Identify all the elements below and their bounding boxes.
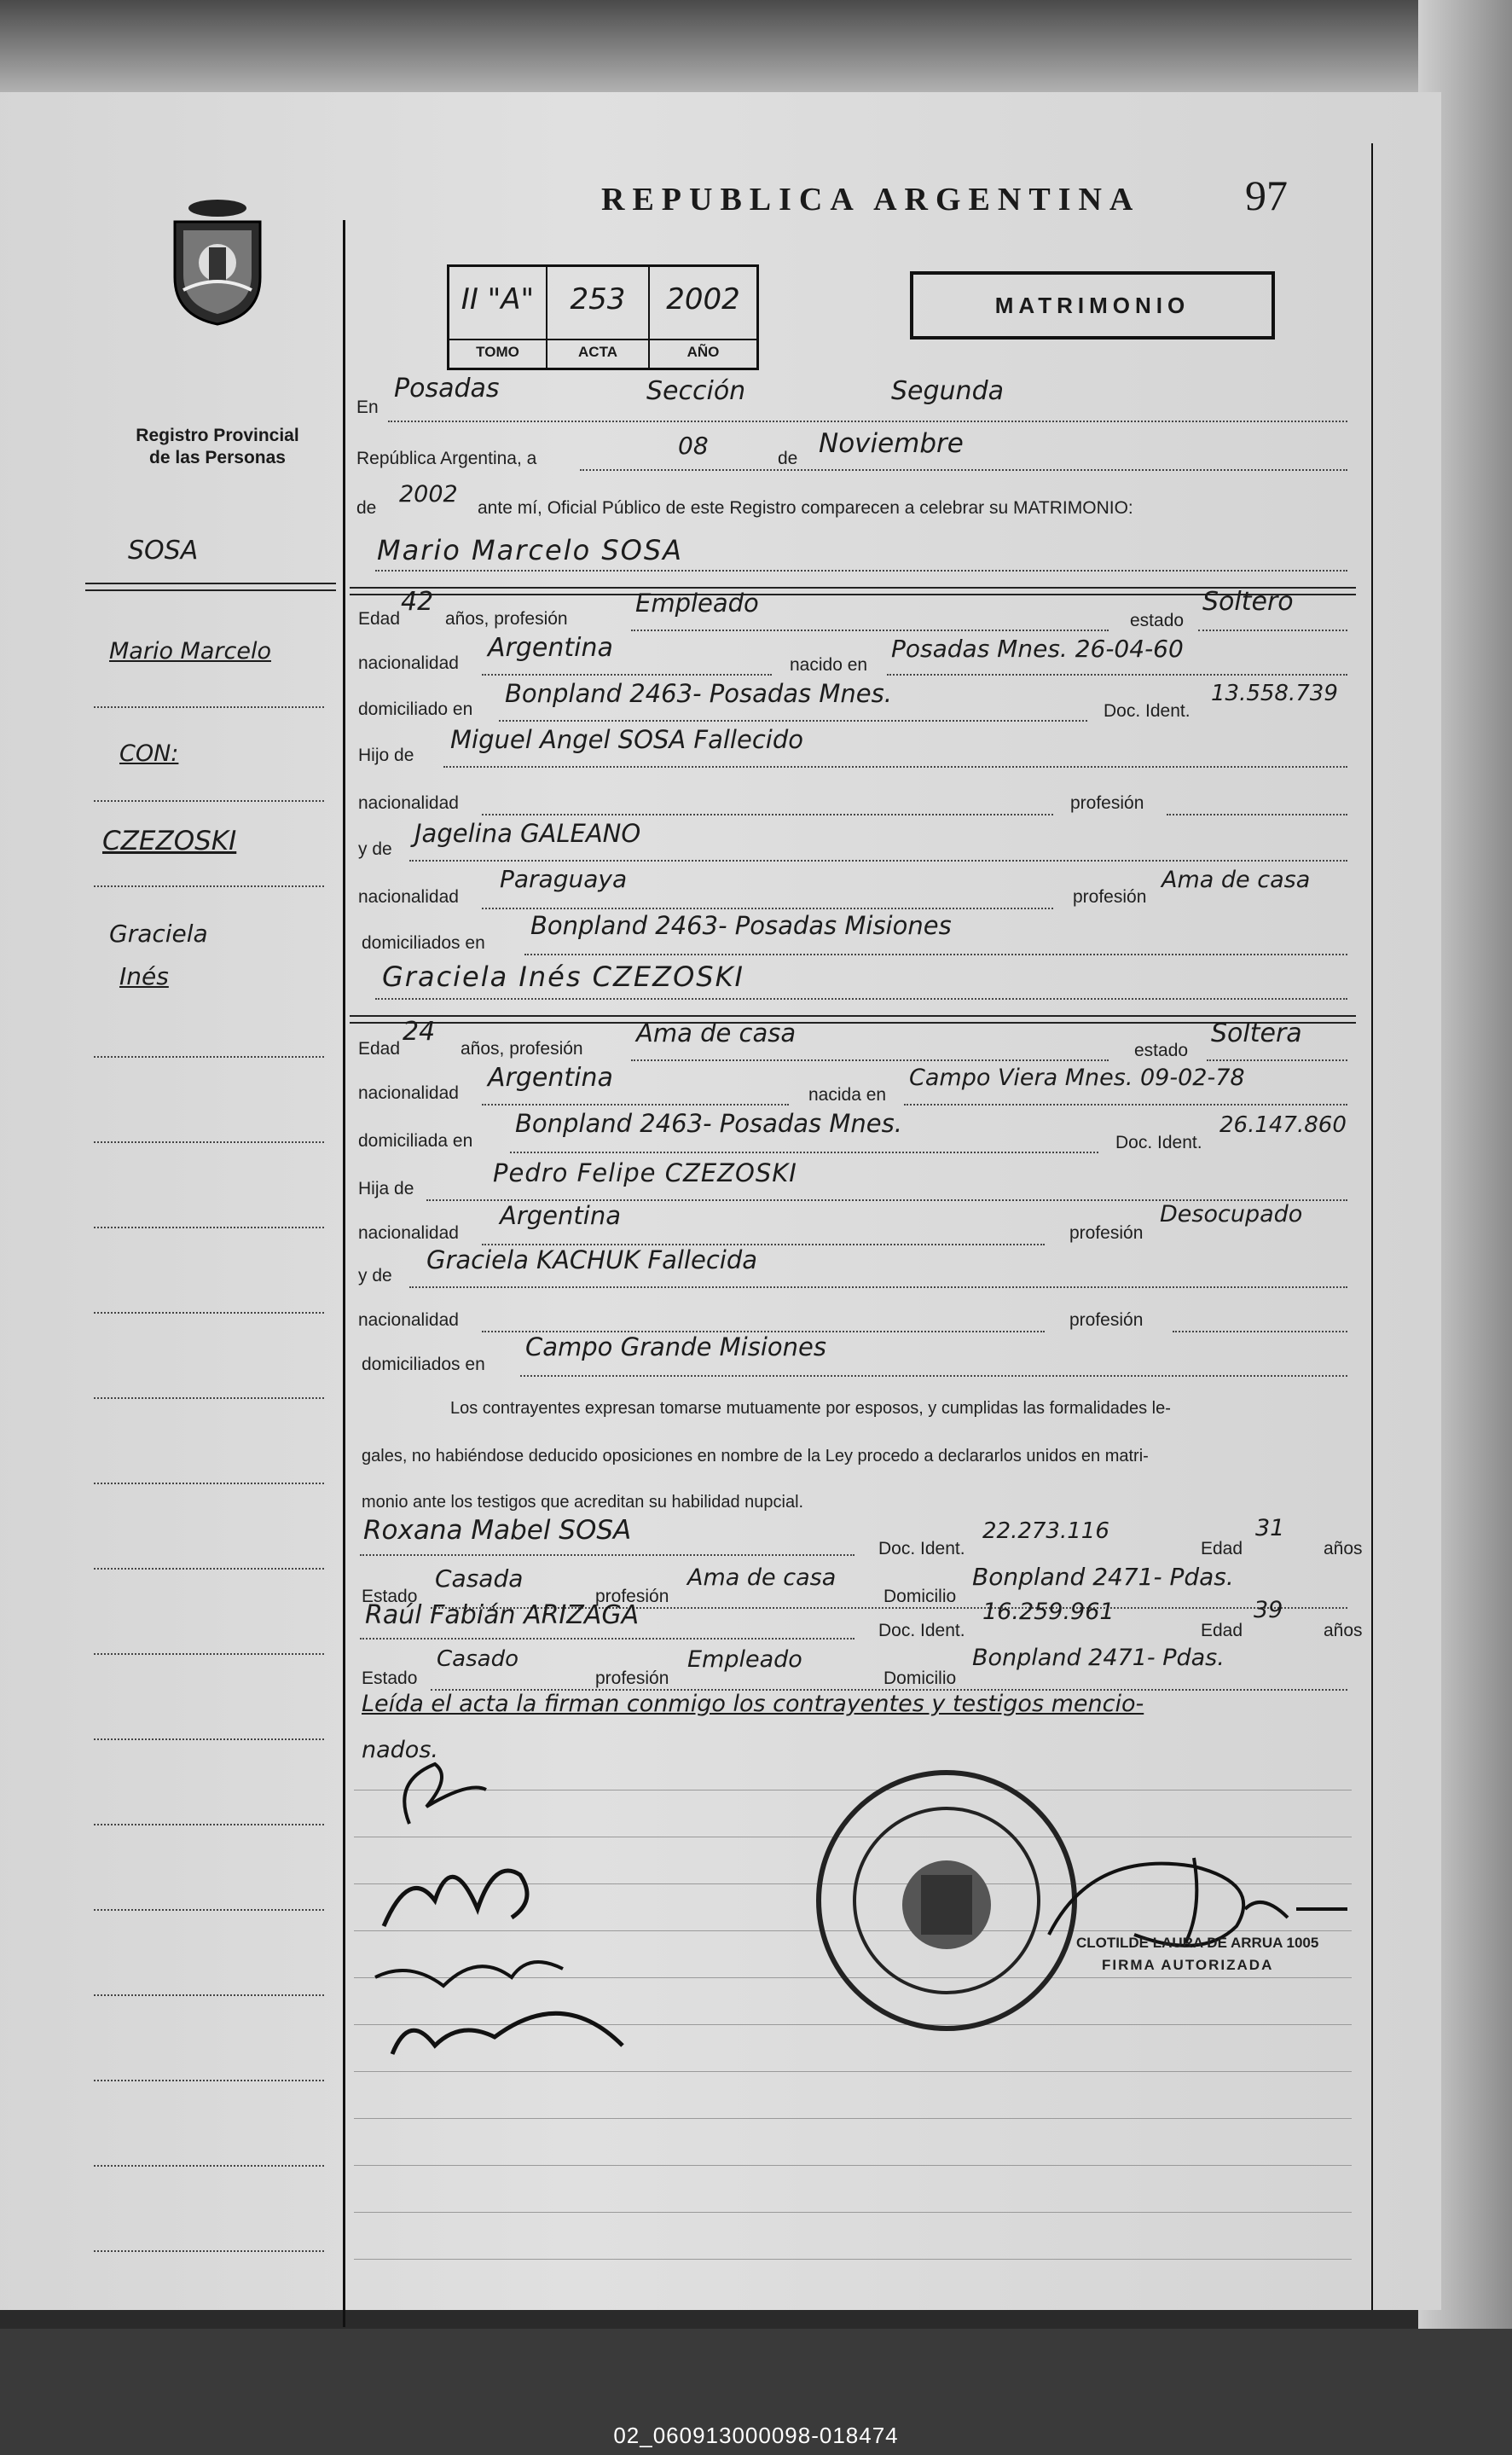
field-line bbox=[388, 421, 1347, 422]
day: 08 bbox=[678, 432, 709, 460]
groom-full-name: Mario Marcelo SOSA bbox=[377, 534, 684, 566]
field-line bbox=[904, 1104, 1347, 1106]
margin-surname-2: CZEZOSKI bbox=[102, 826, 237, 856]
bride-anos-profesion-label: años, profesión bbox=[461, 1039, 583, 1059]
bride-nacionalidad-label: nacionalidad bbox=[358, 1083, 459, 1103]
witness1-estado-label: Estado bbox=[362, 1587, 418, 1606]
groom-mother-prof-label: profesión bbox=[1073, 887, 1147, 907]
groom-nacionalidad-label: nacionalidad bbox=[358, 653, 459, 673]
witness1-doc-label: Doc. Ident. bbox=[878, 1539, 965, 1558]
groom-father-prof-label: profesión bbox=[1070, 793, 1144, 813]
margin-dotted-line bbox=[94, 1141, 324, 1143]
matrimonio-box: MATRIMONIO bbox=[910, 271, 1275, 340]
bride-doc-label: Doc. Ident. bbox=[1115, 1133, 1202, 1152]
field-line bbox=[443, 766, 1347, 768]
registry-name-line1: Registro Provincial bbox=[136, 426, 299, 445]
bride-signature bbox=[375, 1962, 563, 1986]
margin-dotted-line bbox=[94, 1397, 324, 1399]
margin-dotted-line bbox=[94, 1909, 324, 1911]
groom-nacido-label: nacido en bbox=[790, 655, 868, 675]
margin-dotted-line bbox=[94, 1056, 324, 1058]
witness2-doc-label: Doc. Ident. bbox=[878, 1621, 965, 1640]
margin-line bbox=[343, 220, 345, 2327]
groom-parents-address: Bonpland 2463- Posadas Misiones bbox=[530, 911, 952, 940]
witness1-age: 31 bbox=[1255, 1515, 1285, 1541]
declaration-line2: gales, no habiéndose deducido oposiciones en nombre de la Ley procedo a declararlos unidos en matri- bbox=[362, 1447, 1149, 1465]
record-table bbox=[447, 264, 759, 370]
margin-given-2b: Inés bbox=[119, 962, 169, 990]
field-line bbox=[409, 1286, 1347, 1288]
ruled-line bbox=[354, 2118, 1352, 2119]
witness2-name: Raúl Fabián ARIZAGA bbox=[365, 1600, 640, 1630]
document-page bbox=[0, 92, 1441, 2310]
witness2-doc: 16.259.961 bbox=[982, 1599, 1115, 1625]
margin-dotted-line bbox=[94, 2165, 324, 2167]
field-line bbox=[510, 1152, 1098, 1153]
witness2-profession: Empleado bbox=[687, 1646, 802, 1673]
groom-mother-profession: Ama de casa bbox=[1162, 867, 1311, 893]
witness2-profesion-label: profesión bbox=[595, 1669, 669, 1688]
ruled-line bbox=[354, 2259, 1352, 2260]
bride-father-nationality: Argentina bbox=[500, 1201, 621, 1230]
field-line bbox=[520, 1375, 1347, 1377]
footer-code: 02_060913000098-018474 bbox=[613, 2423, 899, 2448]
margin-dotted-line bbox=[94, 2250, 324, 2252]
tomo-label: TOMO bbox=[449, 339, 546, 361]
de-label: de bbox=[778, 449, 798, 468]
groom-age: 42 bbox=[401, 587, 434, 617]
witness1-domicilio-label: Domicilio bbox=[883, 1587, 957, 1606]
acta-value: 253 bbox=[570, 282, 626, 316]
de-year-label: de bbox=[356, 498, 377, 518]
bride-mother-prof-label: profesión bbox=[1069, 1310, 1144, 1330]
groom-edad-label: Edad bbox=[358, 609, 401, 629]
ruled-line bbox=[354, 2212, 1352, 2213]
groom-estado: Soltero bbox=[1202, 587, 1294, 617]
margin-dotted-line bbox=[94, 1824, 324, 1825]
margin-dotted-line bbox=[94, 1738, 324, 1740]
margin-dotted-line bbox=[94, 2080, 324, 2081]
bride-mother: Graciela KACHUK Fallecida bbox=[426, 1245, 758, 1274]
en-label: En bbox=[356, 398, 379, 417]
field-line bbox=[1207, 1059, 1347, 1061]
margin-surname-1: SOSA bbox=[128, 536, 199, 566]
witness1-profesion-label: profesión bbox=[595, 1587, 669, 1606]
field-line bbox=[482, 814, 1053, 815]
groom-anos-profesion-label: años, profesión bbox=[445, 609, 568, 629]
section: Sección bbox=[646, 376, 746, 406]
bride-parents-dom-label: domiciliados en bbox=[362, 1355, 485, 1374]
officiant-signature bbox=[404, 1764, 486, 1824]
bride-nacida-label: nacida en bbox=[808, 1085, 887, 1105]
field-line bbox=[375, 570, 1347, 572]
groom-doc: 13.558.739 bbox=[1211, 681, 1338, 706]
city: Posadas bbox=[394, 374, 500, 403]
witness2-domicilio-label: Domicilio bbox=[883, 1669, 957, 1688]
witness1-doc: 22.273.116 bbox=[982, 1518, 1109, 1544]
bride-domiciliada-label: domiciliada en bbox=[358, 1131, 473, 1151]
bride-estado-label: estado bbox=[1134, 1041, 1189, 1060]
margin-con: CON: bbox=[119, 740, 179, 767]
field-line bbox=[631, 1059, 1109, 1061]
bride-age: 24 bbox=[403, 1017, 436, 1047]
closing-line1: Leída el acta la firman conmigo los contrayentes y testigos mencio- bbox=[362, 1691, 1144, 1717]
groom-parents-dom-label: domiciliados en bbox=[362, 933, 485, 953]
field-line bbox=[1167, 814, 1347, 815]
groom-father: Miguel Angel SOSA Fallecido bbox=[450, 725, 803, 754]
bride-profession: Ama de casa bbox=[636, 1019, 797, 1048]
margin-dotted-line bbox=[94, 1568, 324, 1570]
margin-given-1: Mario Marcelo bbox=[109, 638, 271, 665]
margin-rule bbox=[85, 589, 336, 591]
signatures bbox=[358, 1730, 836, 2114]
groom-estado-label: estado bbox=[1130, 611, 1185, 630]
year: 2002 bbox=[399, 481, 458, 508]
declaration-line3: monio ante los testigos que acreditan su habilidad nupcial. bbox=[362, 1493, 804, 1512]
ano-value: 2002 bbox=[666, 282, 740, 316]
margin-rule bbox=[85, 583, 336, 584]
bride-parents-address: Campo Grande Misiones bbox=[525, 1332, 826, 1361]
groom-address: Bonpland 2463- Posadas Mnes. bbox=[505, 679, 892, 708]
registry-name bbox=[111, 425, 324, 469]
field-line bbox=[375, 998, 1347, 1000]
bride-father-profession: Desocupado bbox=[1160, 1201, 1303, 1228]
margin-given-2a: Graciela bbox=[109, 920, 208, 948]
bride-y-de-label: y de bbox=[358, 1266, 392, 1286]
page-number: 97 bbox=[1245, 171, 1288, 219]
field-line bbox=[580, 469, 1347, 471]
groom-father-nat-label: nacionalidad bbox=[358, 793, 459, 813]
field-line bbox=[631, 630, 1109, 631]
groom-profession: Empleado bbox=[635, 589, 759, 618]
field-line bbox=[1198, 630, 1347, 631]
groom-birth: Posadas Mnes. 26-04-60 bbox=[891, 635, 1184, 663]
bride-father-prof-label: profesión bbox=[1069, 1223, 1144, 1243]
bride-birth: Campo Viera Mnes. 09-02-78 bbox=[909, 1065, 1245, 1091]
margin-dotted-line bbox=[94, 1653, 324, 1655]
field-line bbox=[499, 720, 1087, 722]
stamp-officer-line1: CLOTILDE LAURA DE ARRUA 1005 bbox=[1076, 1935, 1319, 1951]
field-line bbox=[482, 674, 772, 676]
margin-dotted-line bbox=[94, 885, 324, 887]
witness1-anos-label: años bbox=[1324, 1539, 1363, 1558]
groom-signature bbox=[384, 1871, 527, 1926]
witness1-profession: Ama de casa bbox=[687, 1564, 837, 1591]
bride-full-name: Graciela Inés CZEZOSKI bbox=[382, 961, 744, 993]
groom-y-de-label: y de bbox=[358, 839, 392, 859]
groom-domiciliado-label: domiciliado en bbox=[358, 699, 473, 719]
month: Noviembre bbox=[819, 428, 964, 459]
margin-dotted-line bbox=[94, 1483, 324, 1484]
coat-of-arms-icon bbox=[158, 196, 277, 328]
background-top bbox=[0, 0, 1512, 102]
field-line bbox=[524, 954, 1347, 955]
bride-edad-label: Edad bbox=[358, 1039, 401, 1059]
section-rule bbox=[350, 1022, 1356, 1024]
acta-label: ACTA bbox=[547, 339, 648, 361]
bride-nationality: Argentina bbox=[488, 1063, 613, 1093]
field-line bbox=[360, 1554, 854, 1556]
right-edge-line bbox=[1371, 143, 1373, 2310]
declaration-line1: Los contrayentes expresan tomarse mutuamente por esposos, y cumplidas las formalidades le- bbox=[450, 1399, 1171, 1418]
witness1-estado: Casada bbox=[435, 1564, 524, 1593]
witness2-estado: Casado bbox=[437, 1646, 518, 1672]
ano-cell bbox=[650, 267, 756, 368]
witness2-estado-label: Estado bbox=[362, 1669, 418, 1688]
groom-mother: Jagelina GALEANO bbox=[414, 819, 641, 848]
section-rule bbox=[350, 1015, 1356, 1017]
witness2-address: Bonpland 2471- Pdas. bbox=[972, 1645, 1225, 1671]
bride-mother-nat-label: nacionalidad bbox=[358, 1310, 459, 1330]
witness-signature bbox=[392, 2013, 623, 2054]
margin-dotted-line bbox=[94, 1227, 324, 1228]
witness1-name: Roxana Mabel SOSA bbox=[363, 1515, 632, 1546]
witness1-edad-label: Edad bbox=[1201, 1539, 1243, 1558]
acta-cell bbox=[547, 267, 650, 368]
bride-father-nat-label: nacionalidad bbox=[358, 1223, 459, 1243]
groom-mother-nat-label: nacionalidad bbox=[358, 887, 459, 907]
groom-nationality: Argentina bbox=[488, 633, 613, 663]
witness1-address: Bonpland 2471- Pdas. bbox=[972, 1563, 1234, 1591]
registry-name-line2: de las Personas bbox=[149, 448, 286, 467]
field-line bbox=[482, 908, 1053, 909]
witness2-age: 39 bbox=[1254, 1597, 1283, 1623]
header-title: REPUBLICA ARGENTINA bbox=[601, 182, 1141, 218]
statement: ante mí, Oficial Público de este Registro comparecen a celebrar su MATRIMONIO: bbox=[478, 498, 1133, 518]
ano-label: AÑO bbox=[650, 339, 756, 361]
witness2-edad-label: Edad bbox=[1201, 1621, 1243, 1640]
section-name: Segunda bbox=[891, 376, 1004, 406]
ruled-line bbox=[354, 2165, 1352, 2166]
field-line bbox=[482, 1104, 789, 1106]
margin-dotted-line bbox=[94, 706, 324, 708]
bride-father: Pedro Felipe CZEZOSKI bbox=[493, 1158, 797, 1187]
republica-label: República Argentina, a bbox=[356, 449, 537, 468]
margin-dotted-line bbox=[94, 1994, 324, 1996]
tomo-cell bbox=[449, 267, 547, 368]
field-line bbox=[409, 860, 1347, 862]
margin-dotted-line bbox=[94, 1312, 324, 1314]
field-line bbox=[1173, 1331, 1347, 1332]
stamp-officer-line2: FIRMA AUTORIZADA bbox=[1102, 1957, 1274, 1973]
groom-mother-nationality: Paraguaya bbox=[500, 865, 628, 893]
witness2-anos-label: años bbox=[1324, 1621, 1363, 1640]
closing-line2: nados. bbox=[362, 1737, 438, 1763]
tomo-value: II "A" bbox=[461, 282, 535, 316]
bride-estado: Soltera bbox=[1211, 1019, 1302, 1048]
margin-dotted-line bbox=[94, 800, 324, 802]
bride-address: Bonpland 2463- Posadas Mnes. bbox=[515, 1109, 902, 1138]
bride-doc: 26.147.860 bbox=[1219, 1112, 1347, 1138]
field-line bbox=[360, 1638, 854, 1640]
groom-doc-label: Doc. Ident. bbox=[1104, 701, 1190, 721]
groom-hijo-label: Hijo de bbox=[358, 746, 414, 765]
bride-hija-label: Hija de bbox=[358, 1179, 414, 1198]
field-line bbox=[887, 674, 1347, 676]
